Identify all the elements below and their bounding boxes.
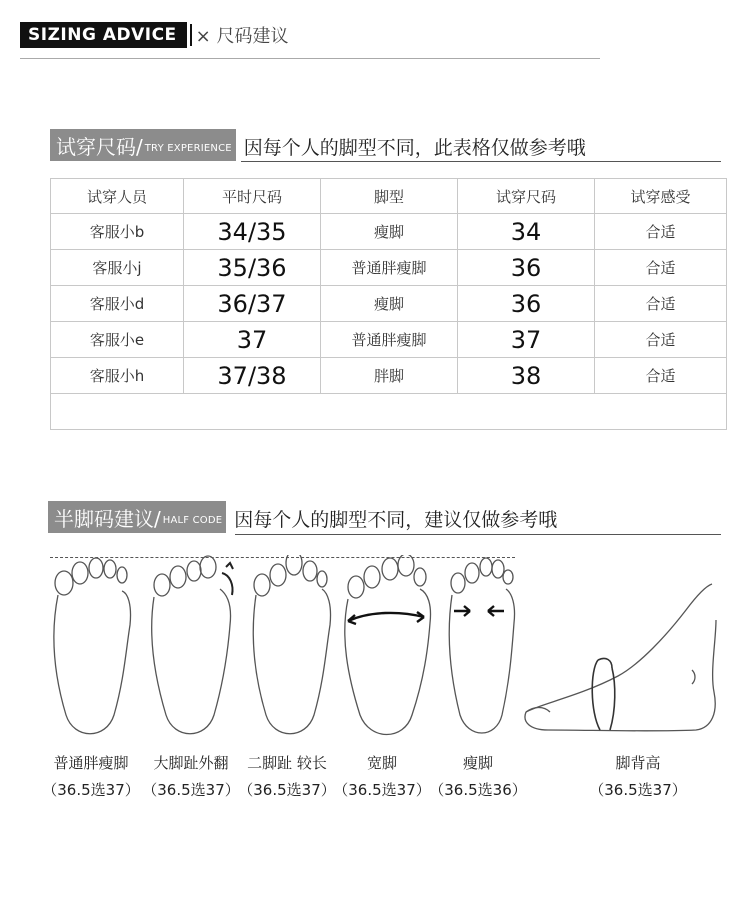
header-divider xyxy=(190,24,192,46)
foot-type-cell: 普通胖瘦脚 xyxy=(321,322,458,358)
section-title-en: TRY EXPERIENCE xyxy=(144,142,232,154)
usual-size-cell: 34/35 xyxy=(184,214,321,250)
table-row xyxy=(51,250,727,286)
column-header: 试穿尺码 xyxy=(458,179,595,214)
section-title-en: HALF CODE xyxy=(162,514,223,526)
feeling-cell: 合适 xyxy=(595,250,727,286)
foot-label: 二脚趾 较长 xyxy=(247,754,327,772)
tester-cell: 客服小h xyxy=(51,358,184,394)
section-badge xyxy=(50,129,236,161)
tried-size-cell: 36 xyxy=(458,250,595,286)
table-row xyxy=(51,214,727,250)
long-second-toe-foot-icon xyxy=(244,555,340,745)
feeling-cell: 合适 xyxy=(595,322,727,358)
foot-type-cell: 瘦脚 xyxy=(321,214,458,250)
foot-label: 普通胖瘦脚 xyxy=(53,754,129,772)
usual-size-cell: 36/37 xyxy=(184,286,321,322)
section-underline xyxy=(241,161,721,162)
normal-foot-icon xyxy=(44,555,140,745)
tester-cell: 客服小b xyxy=(51,214,184,250)
foot-advice: （36.5选36） xyxy=(429,781,527,799)
feeling-cell: 合适 xyxy=(595,286,727,322)
try-experience-title xyxy=(50,129,586,161)
foot-advice: （36.5选37） xyxy=(589,781,687,799)
tried-size-cell: 37 xyxy=(458,322,595,358)
sizing-advice-header xyxy=(20,22,288,48)
foot-label: 宽脚 xyxy=(366,754,397,772)
table-row xyxy=(51,322,727,358)
bunion-foot-icon xyxy=(144,555,240,745)
column-header: 试穿人员 xyxy=(51,179,184,214)
high-instep-foot-icon xyxy=(520,580,720,740)
section-title-cn: 试穿尺码/ xyxy=(56,134,143,159)
header-rule xyxy=(20,58,600,59)
section-underline xyxy=(235,534,721,535)
foot-advice: （36.5选37） xyxy=(238,781,336,799)
usual-size-cell: 37/38 xyxy=(184,358,321,394)
foot-advice: （36.5选37） xyxy=(142,781,240,799)
header-badge: SIZING ADVICE xyxy=(20,22,187,48)
section-note: 因每个人的脚型不同，此表格仅做参考哦 xyxy=(243,137,586,159)
foot-label: 瘦脚 xyxy=(462,754,493,772)
column-header: 脚型 xyxy=(321,179,458,214)
foot-advice: （36.5选37） xyxy=(333,781,431,799)
foot-type-cell: 瘦脚 xyxy=(321,286,458,322)
narrow-foot-icon xyxy=(440,555,520,745)
foot-label: 大脚趾外翻 xyxy=(153,754,229,772)
table-header-row xyxy=(51,179,727,214)
feeling-cell: 合适 xyxy=(595,214,727,250)
foot-label: 脚背高 xyxy=(615,754,661,772)
usual-size-cell: 37 xyxy=(184,322,321,358)
table-row xyxy=(51,286,727,322)
table-row xyxy=(51,358,727,394)
tester-cell: 客服小e xyxy=(51,322,184,358)
tried-size-cell: 38 xyxy=(458,358,595,394)
section-title-cn: 半脚码建议/ xyxy=(54,506,161,531)
half-code-title xyxy=(48,501,557,533)
usual-size-cell: 35/36 xyxy=(184,250,321,286)
size-table xyxy=(50,178,727,430)
tried-size-cell: 36 xyxy=(458,286,595,322)
wide-foot-icon xyxy=(340,555,436,745)
section-note: 因每个人的脚型不同，建议仅做参考哦 xyxy=(234,509,558,531)
empty-cell xyxy=(51,394,727,430)
tester-cell: 客服小j xyxy=(51,250,184,286)
tester-cell: 客服小d xyxy=(51,286,184,322)
table-empty-row xyxy=(51,394,727,430)
column-header: 平时尺码 xyxy=(184,179,321,214)
foot-type-cell: 普通胖瘦脚 xyxy=(321,250,458,286)
feeling-cell: 合适 xyxy=(595,358,727,394)
tried-size-cell: 34 xyxy=(458,214,595,250)
foot-type-cell: 胖脚 xyxy=(321,358,458,394)
column-header: 试穿感受 xyxy=(595,179,727,214)
section-badge xyxy=(48,501,226,533)
foot-advice: （36.5选37） xyxy=(42,781,140,799)
header-subtitle: × 尺码建议 xyxy=(195,26,289,47)
